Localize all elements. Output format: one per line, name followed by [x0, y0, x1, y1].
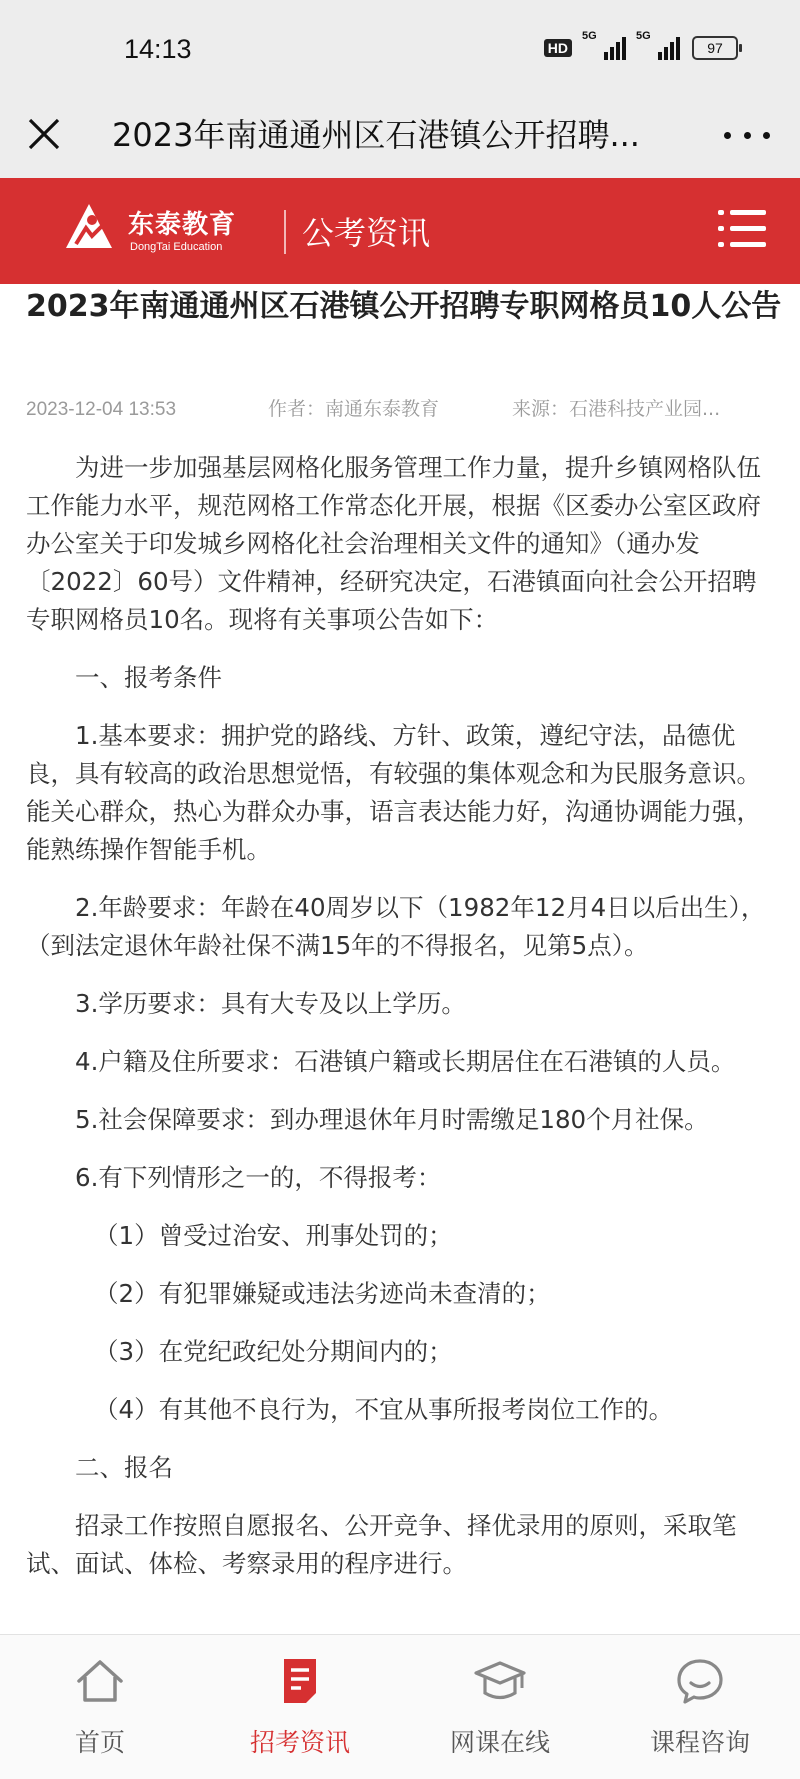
status-icons — [544, 30, 742, 60]
list-item: （3）在党纪政纪处分期间内的； — [94, 1337, 453, 1366]
more-button[interactable] — [724, 120, 770, 150]
tab-exam-news[interactable] — [200, 1635, 400, 1779]
menu-button[interactable] — [718, 208, 766, 250]
signal-label: 5G — [636, 30, 651, 42]
clock: 14:13 — [124, 34, 192, 64]
signal-icon — [582, 30, 626, 60]
nav-bar — [0, 92, 800, 178]
tab-label: 招考资讯 — [249, 1728, 350, 1757]
article-meta — [26, 394, 786, 421]
paragraph: 5.社会保障要求：到办理退休年月时需缴足180个月社保。 — [75, 1105, 709, 1134]
paragraph: 6.有下列情形之一的，不得报考： — [75, 1163, 442, 1192]
signal-label: 5G — [582, 30, 597, 42]
signal-icon — [636, 30, 680, 60]
page-title: 2023年南通通州区石港镇公开招聘... — [112, 116, 640, 154]
article-body — [26, 449, 774, 1603]
hd-icon: HD — [544, 39, 572, 57]
menu-icon — [718, 226, 766, 231]
paragraph: 3.学历要求：具有大专及以上学历。 — [75, 989, 466, 1018]
paragraph: 为进一步加强基层网格化服务管理工作力量，提升乡镇网格队伍工作能力水平，规范网格工作常态化开展，根据《区委办公室区政府办公室关于印发城乡网格化社会治理相关文件的通知》（通办发〔2022〕60号）文件精神，经研究决定，石港镇面向社会公开招聘专职网格员10名。现将有关事项公告如下： — [26, 453, 761, 634]
document-icon — [274, 1655, 326, 1707]
tab-label: 网课在线 — [449, 1728, 550, 1757]
paragraph: 1.基本要求：拥护党的路线、方针、政策，遵纪守法，品德优良，具有较高的政治思想觉悟，有较强的集体观念和为民服务意识。能关心群众，热心为群众办事，语言表达能力好，沟通协调能力强，能熟练操作智能手机。 — [26, 721, 761, 864]
section-title: 公考资讯 — [302, 214, 431, 252]
paragraph: 招录工作按照自愿报名、公开竞争、择优录用的原则，采取笔试、面试、体检、考察录用的程序进行。 — [26, 1511, 737, 1578]
tab-label: 首页 — [74, 1728, 125, 1757]
paragraph: 2.年龄要求：年龄在40周岁以下（1982年12月4日以后出生），（到法定退休年龄社保不满15年的不得报名，见第5点）。 — [26, 893, 766, 960]
list-item: （2）有犯罪嫌疑或违法劣迹尚未查清的； — [94, 1279, 551, 1308]
article-source: 来源：石港科技产业园... — [512, 398, 721, 420]
battery-level: 97 — [692, 36, 738, 60]
article-author: 作者：南通东泰教育 — [268, 398, 440, 420]
tab-online-course[interactable] — [400, 1635, 600, 1779]
more-dot-icon — [763, 132, 770, 139]
menu-icon — [718, 242, 766, 247]
brand-logo-icon[interactable] — [62, 198, 116, 254]
section-heading: 一、报考条件 — [75, 663, 222, 692]
brand-name-en: DongTai Education — [130, 241, 223, 253]
paragraph: 4.户籍及住所要求：石港镇户籍或长期居住在石港镇的人员。 — [75, 1047, 736, 1076]
battery-icon — [692, 36, 742, 60]
chat-bubble-icon — [674, 1655, 726, 1707]
more-dot-icon — [744, 132, 751, 139]
article-title: 2023年南通通州区石港镇公开招聘专职网格员10人公告 — [26, 289, 782, 324]
banner-divider — [284, 210, 286, 254]
close-icon — [22, 112, 66, 156]
close-button[interactable] — [22, 112, 66, 156]
graduation-cap-icon — [474, 1655, 526, 1707]
article[interactable] — [0, 284, 800, 1634]
status-bar — [0, 0, 800, 92]
tab-course-consult[interactable] — [600, 1635, 800, 1779]
more-dot-icon — [724, 132, 731, 139]
home-icon — [74, 1655, 126, 1707]
bottom-tab-bar — [0, 1634, 800, 1779]
section-heading: 二、报名 — [75, 1453, 173, 1482]
menu-icon — [718, 210, 766, 215]
article-date: 2023-12-04 13:53 — [26, 399, 177, 420]
brand-name: 东泰教育 — [128, 210, 237, 240]
tab-label: 课程咨询 — [649, 1728, 750, 1757]
tab-home[interactable] — [0, 1635, 200, 1779]
brand-banner — [0, 178, 800, 284]
list-item: （1）曾受过治安、刑事处罚的； — [94, 1221, 453, 1250]
list-item: （4）有其他不良行为，不宜从事所报考岗位工作的。 — [94, 1395, 674, 1424]
